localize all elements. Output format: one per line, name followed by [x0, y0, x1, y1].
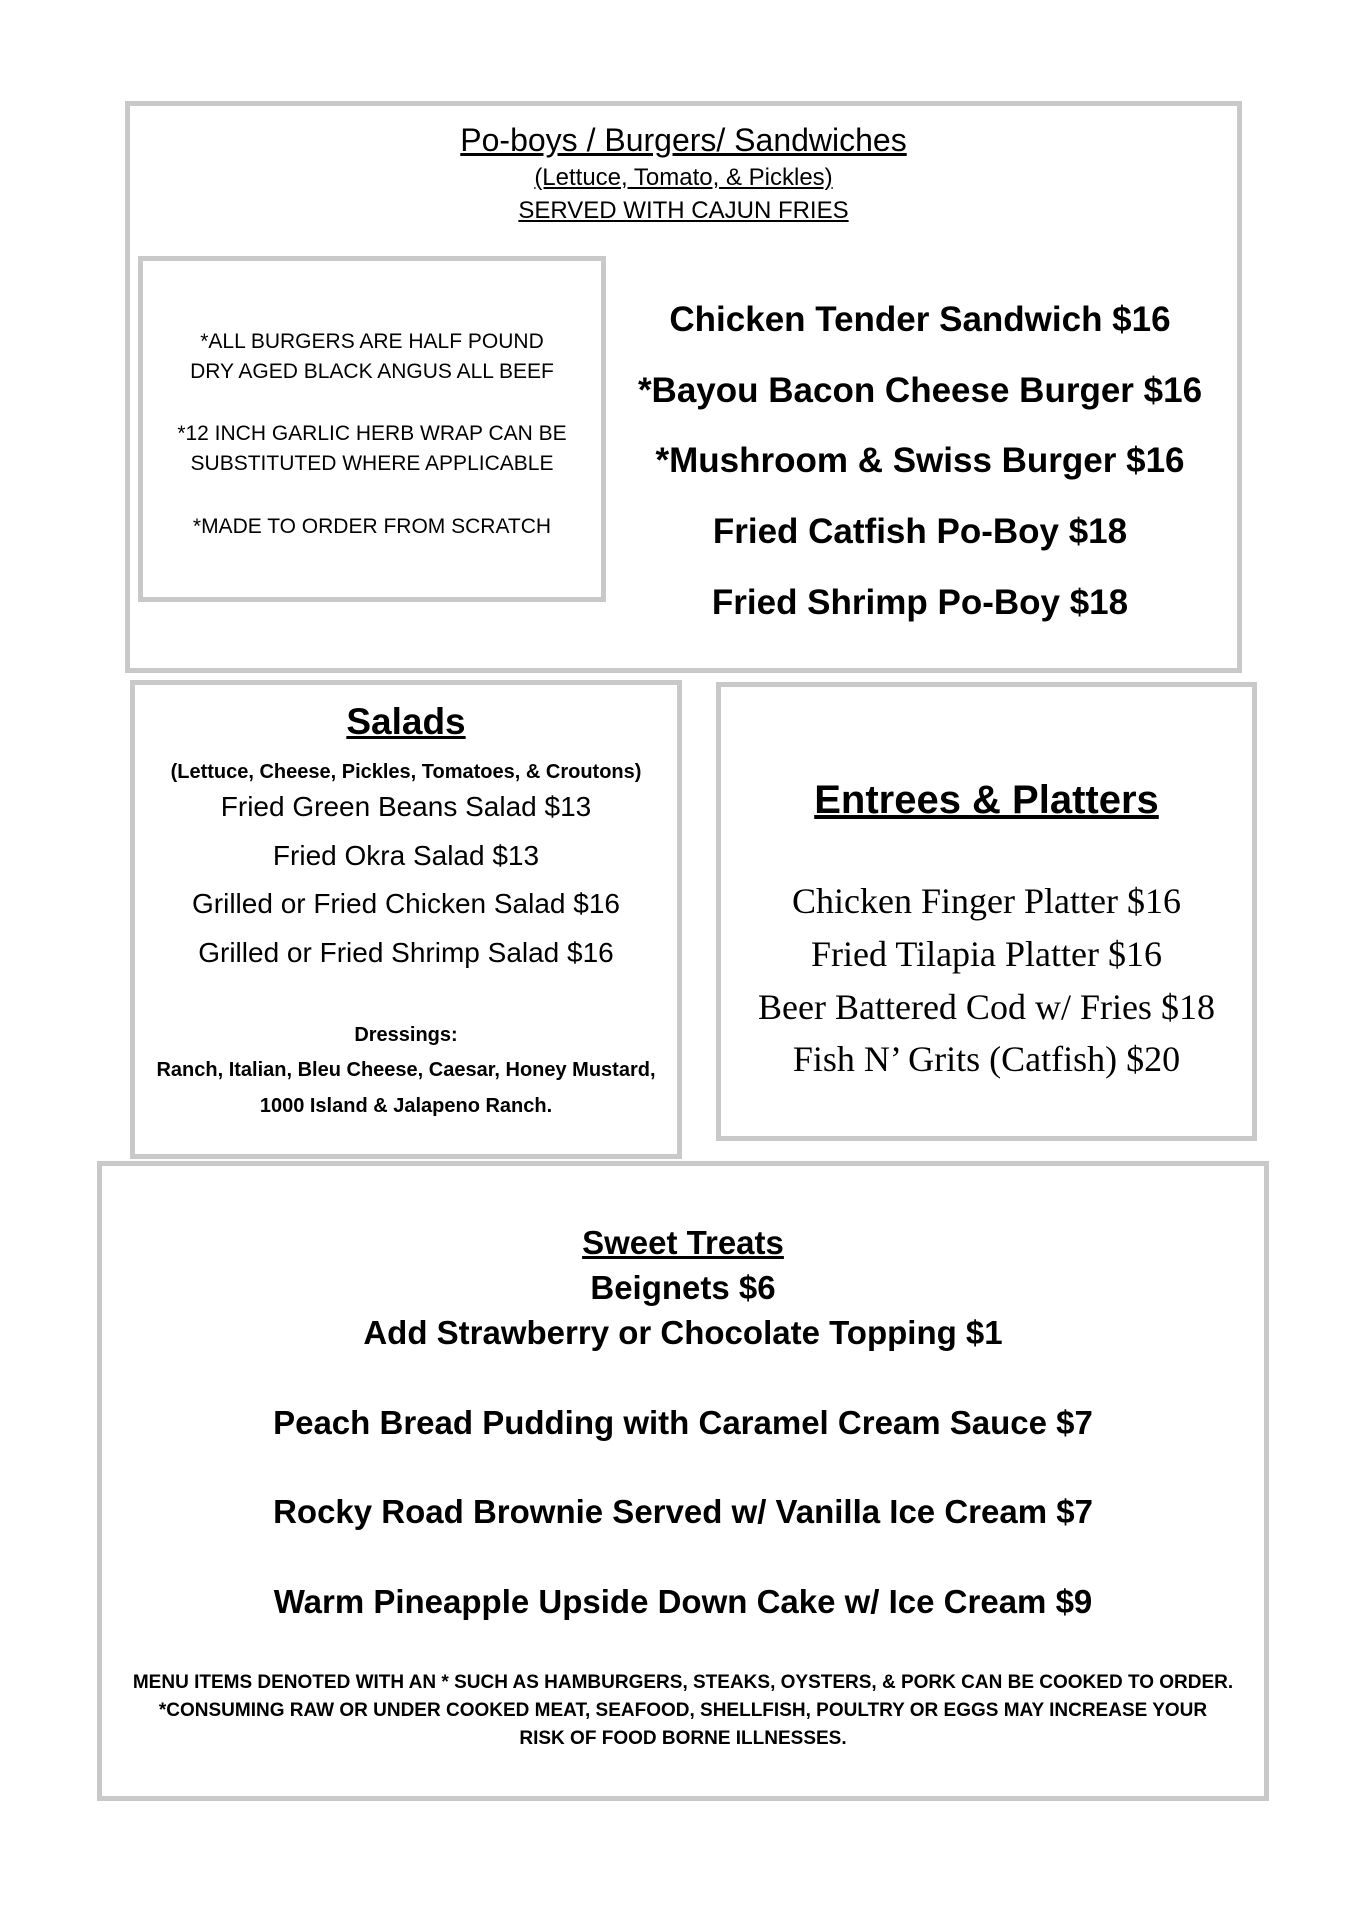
poboy-menu-item: Fried Shrimp Po-Boy $18 [711, 583, 1129, 622]
salad-menu-item: Grilled or Fried Chicken Salad $16 [192, 888, 620, 919]
treat-menu-item: Beignets $6 [590, 1269, 776, 1306]
salad-menu-item: Fried Green Beans Salad $13 [220, 791, 592, 822]
sweet-treats-title: Sweet Treats [582, 1224, 784, 1261]
treat-menu-item: Warm Pineapple Upside Down Cake w/ Ice Cream $9 [273, 1583, 1093, 1620]
dressings-list: Ranch, Italian, Bleu Cheese, Caesar, Honey Mustard, [156, 1059, 656, 1081]
treat-menu-item: Peach Bread Pudding with Caramel Cream Sauce $7 [273, 1404, 1093, 1441]
burger-note: SUBSTITUTED WHERE APPLICABLE [190, 452, 554, 475]
entree-menu-item: Beer Battered Cod w/ Fries $18 [758, 987, 1215, 1027]
poboy-menu-item: *Bayou Bacon Cheese Burger $16 [637, 371, 1203, 410]
treat-menu-item: Add Strawberry or Chocolate Topping $1 [363, 1314, 1003, 1351]
burger-note: *ALL BURGERS ARE HALF POUND [200, 330, 544, 353]
poboy-menu-item: Chicken Tender Sandwich $16 [669, 300, 1171, 339]
salads-subtitle: (Lettuce, Cheese, Pickles, Tomatoes, & Croutons) [170, 761, 642, 783]
poboy-menu-item: *Mushroom & Swiss Burger $16 [655, 441, 1185, 480]
entree-menu-item: Fish N’ Grits (Catfish) $20 [792, 1039, 1181, 1079]
entree-menu-item: Fried Tilapia Platter $16 [811, 934, 1162, 974]
poboys-subtitle: (Lettuce, Tomato, & Pickles) [534, 164, 833, 191]
entrees-section [716, 682, 1257, 1141]
salads-section [130, 680, 682, 1159]
poboys-served-with: SERVED WITH CAJUN FRIES [518, 197, 849, 224]
dressings-label: Dressings: [354, 1024, 458, 1046]
treat-menu-item: Rocky Road Brownie Served w/ Vanilla Ice Cream $7 [273, 1493, 1093, 1530]
poboy-menu-item: Fried Catfish Po-Boy $18 [712, 512, 1128, 551]
disclaimer-text: MENU ITEMS DENOTED WITH AN * SUCH AS HAMBURGERS, STEAKS, OYSTERS, & PORK CAN BE COOKED TO ORDER. [132, 1672, 1234, 1693]
entree-menu-item: Chicken Finger Platter $16 [792, 881, 1181, 921]
salad-menu-item: Grilled or Fried Shrimp Salad $16 [198, 937, 614, 968]
dressings-list: 1000 Island & Jalapeno Ranch. [259, 1095, 553, 1117]
burger-notes-box [138, 256, 606, 602]
entrees-title: Entrees & Platters [814, 778, 1159, 822]
sweet-treats-section [97, 1161, 1269, 1801]
salads-title: Salads [346, 701, 466, 742]
salad-menu-item: Fried Okra Salad $13 [272, 840, 540, 871]
burger-note: *12 INCH GARLIC HERB WRAP CAN BE [177, 422, 567, 445]
poboys-title: Po-boys / Burgers/ Sandwiches [460, 122, 907, 158]
burger-note: DRY AGED BLACK ANGUS ALL BEEF [190, 360, 554, 383]
burger-note: *MADE TO ORDER FROM SCRATCH [192, 515, 552, 538]
disclaimer-text: RISK OF FOOD BORNE ILLNESSES. [519, 1728, 847, 1749]
disclaimer-text: *CONSUMING RAW OR UNDER COOKED MEAT, SEAFOOD, SHELLFISH, POULTRY OR EGGS MAY INCREASE YOUR [158, 1700, 1208, 1721]
